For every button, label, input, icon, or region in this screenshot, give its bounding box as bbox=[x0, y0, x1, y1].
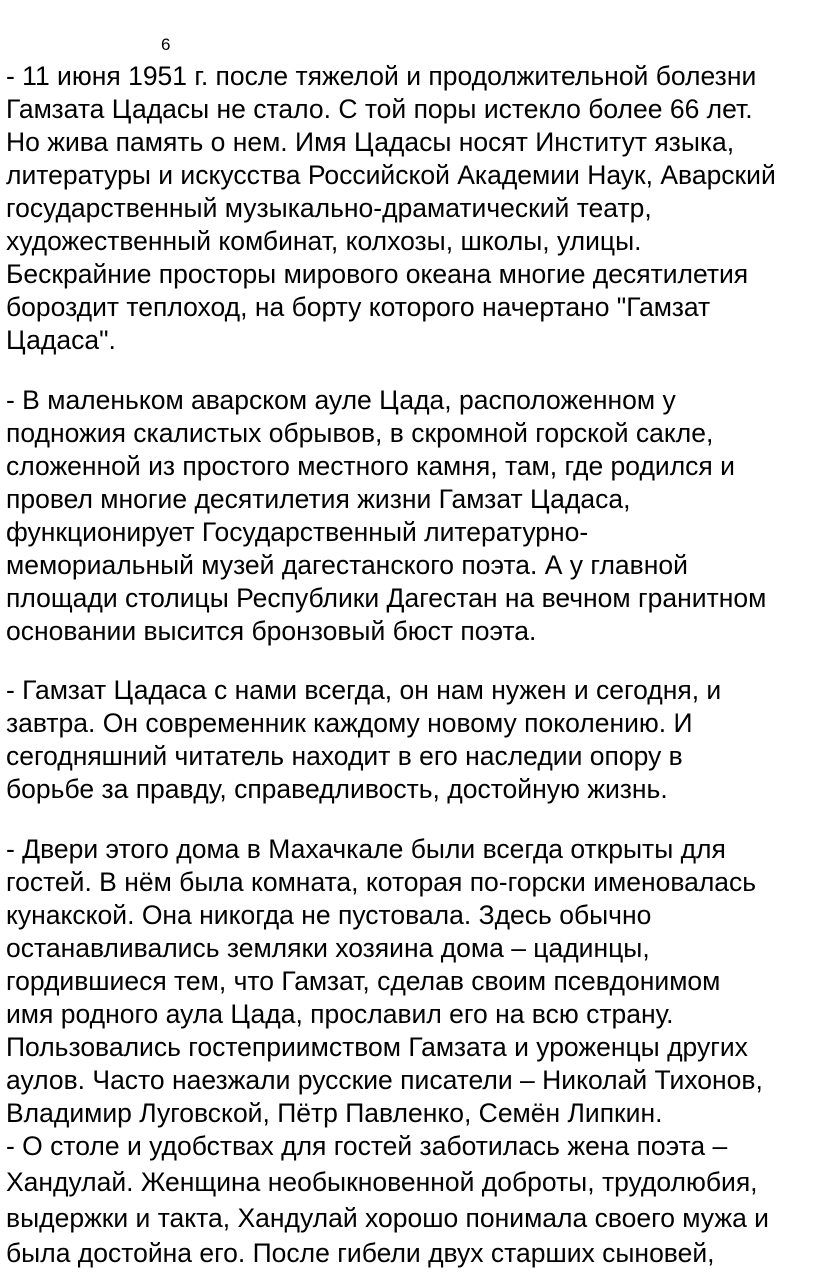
text-line: - Гамзат Цадаса с нами всегда, он нам нужен и сегодня, и bbox=[6, 675, 722, 705]
text-line: кунакской. Она никогда не пустовала. Здесь обычно bbox=[6, 900, 652, 930]
text-line: гостей. В нём была комната, которая по-горски именовалась bbox=[6, 867, 757, 897]
text-line: функционирует Государственный литературно- bbox=[6, 517, 589, 547]
text-line: подножия скалистых обрывов, в скромной горской сакле, bbox=[6, 418, 714, 448]
text-line: основании высится бронзовый бюст поэта. bbox=[6, 616, 537, 646]
text-line: государственный музыкально-драматический театр, bbox=[6, 193, 652, 223]
text-line: - Двери этого дома в Махачкале были всегда открыты для bbox=[6, 834, 726, 864]
text-line: Пользовались гостеприимством Гамзата и уроженцы других bbox=[6, 1032, 748, 1062]
text-line: - 11 июня 1951 г. после тяжелой и продолжительной болезни bbox=[6, 61, 757, 91]
text-line: гордившиеся тем, что Гамзат, сделав своим псевдонимом bbox=[6, 966, 721, 996]
text-line: Хандулай. Женщина необыкновенной доброты, трудолюбия, bbox=[6, 1167, 758, 1197]
text-line: Цадаса". bbox=[6, 325, 116, 355]
text-line: аулов. Часто наезжали русские писатели – Николай Тихонов, bbox=[6, 1065, 763, 1095]
text-line: имя родного аула Цада, прославил его на всю страну. bbox=[6, 999, 674, 1029]
text-line: сегодняшний читатель находит в его наследии опору в bbox=[6, 741, 683, 771]
text-line: сложенной из простого местного камня, там, где родился и bbox=[6, 451, 735, 481]
text-line: Но жива память о нем. Имя Цадасы носят Институт языка, bbox=[6, 127, 735, 157]
text-line: Владимир Луговской, Пётр Павленко, Семён Липкин. bbox=[6, 1098, 663, 1128]
text-line: останавливались земляки хозяина дома – цадинцы, bbox=[6, 933, 650, 963]
text-line: - В маленьком аварском ауле Цада, расположенном у bbox=[6, 385, 676, 415]
text-line: была достойна его. После гибели двух старших сыновей, bbox=[6, 1238, 715, 1268]
text-line: мемориальный музей дагестанского поэта. А у главной bbox=[6, 550, 688, 580]
text-line: бороздит теплоход, на борту которого начертано "Гамзат bbox=[6, 292, 711, 322]
text-line: выдержки и такта, Хандулай хорошо понимала своего мужа и bbox=[6, 1203, 769, 1233]
text-line: художественный комбинат, колхозы, школы, улицы. bbox=[6, 226, 642, 256]
text-line: литературы и искусства Российской Академии Наук, Аварский bbox=[6, 160, 776, 190]
text-line: борьбе за правду, справедливость, достойную жизнь. bbox=[6, 774, 668, 804]
text-line: площади столицы Республики Дагестан на вечном гранитном bbox=[6, 583, 767, 613]
text-line: - О столе и удобствах для гостей заботилась жена поэта – bbox=[6, 1131, 728, 1161]
text-line: провел многие десятилетия жизни Гамзат Цадаса, bbox=[6, 484, 631, 514]
text-line: завтра. Он современник каждому новому поколению. И bbox=[6, 708, 693, 738]
text-line: Гамзата Цадасы не стало. С той поры истекло более 66 лет. bbox=[6, 94, 753, 124]
text-line: Бескрайние просторы мирового океана многие десятилетия bbox=[6, 259, 749, 289]
page-number: 6 bbox=[161, 35, 171, 54]
